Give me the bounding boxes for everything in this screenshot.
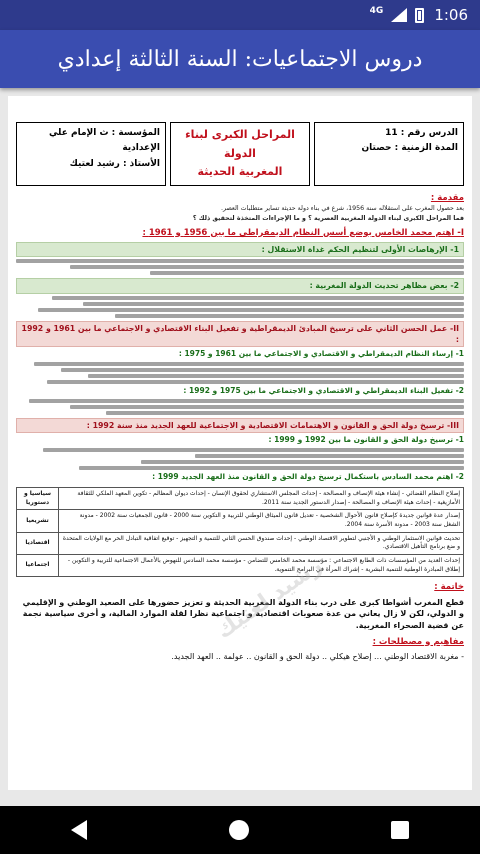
text-line xyxy=(34,362,464,366)
teacher-name: الأستاذ : رشيد لعتيك xyxy=(69,158,160,169)
text-line xyxy=(29,399,464,403)
text-line xyxy=(70,265,464,269)
section-2-heading: II- عمل الحسن الثاني على ترسيخ المبادئ الديمقراطية و تفعيل البناء الاقتصادي و الاجتماعي ما بين 1961 و 1992 : xyxy=(16,321,464,348)
section-1-1-heading: 1- الإرهاصات الأولى لتنظيم الحكم غداة الاستقلال : xyxy=(16,242,464,257)
signal-icon xyxy=(391,8,407,22)
intro-heading: مقدمة : xyxy=(430,193,464,204)
conclusion-heading: خاتمة : xyxy=(434,582,464,593)
table-cell-label: اقتصاديا xyxy=(17,532,59,554)
terms-heading: مفاهيم و مصطلحات : xyxy=(372,636,464,647)
terms-text: - مغربة الاقتصاد الوطني ... إصلاح هيكلي .. دولة الحق و القانون .. عولمة .. العهد الجديد. xyxy=(171,651,464,661)
lesson-title-line2: المغربية الحديثة xyxy=(197,165,283,179)
text-line xyxy=(79,466,464,470)
table-cell-text: تحديث قوانين الاستثمار الوطني و الأجنبي لتطوير الاقتصاد الوطني - إحداث صندوق الحسن الثاني للتنمية و التجهيز - توقيع اتفاقية التبادل الحر مع الولايات المتحدة و ضع برنامج التأهيل الاقتصادي. xyxy=(59,532,464,554)
network-type: 4G xyxy=(369,6,384,16)
table-cell-label: سياسيا و دستوريا xyxy=(17,487,59,509)
table-row xyxy=(17,510,464,532)
reforms-table xyxy=(16,487,464,578)
lesson-title-box xyxy=(170,122,310,186)
section-2-2-heading: 2- تفعيل البناء الديمقراطي و الاقتصادي و الاجتماعي ما بين 1975 و 1992 : xyxy=(183,386,464,395)
table-row xyxy=(17,555,464,577)
table-cell-text: إصلاح النظام القضائي - إنشاء هيئة الإنصاف و المصالحة - إحداث المجلس الاستشاري لحقوق الإنسان - إحداث ديوان المظالم - تكوين المعهد الملكي للثقافة الأمازيغية - إحداث هيئة الإنصاف و المصالحة - إصدار الدستور الجديد سنة 2011. xyxy=(59,487,464,509)
recent-apps-icon[interactable] xyxy=(391,821,409,839)
watermark: رشيد لعتيك xyxy=(211,553,327,644)
table-row xyxy=(17,487,464,509)
text-line xyxy=(43,448,464,452)
section-3-2-heading: 2- اهتم محمد السادس باستكمال ترسيخ دولة الحق و القانون منذ العهد الجديد 1999 : xyxy=(152,472,464,482)
school-info xyxy=(16,122,166,186)
status-icons xyxy=(370,8,425,23)
back-icon[interactable] xyxy=(71,820,87,840)
conclusion-text: قطع المغرب أشواطا كبرى على درب بناء الدولة المغربية الحديثة و تعزيز حضورها على الصعيد الوطني و الإقليمي و الدولي، لكن لا زال يعاني من عدة صعوبات اقتصادية و اجتماعية نظرا لقلة الموارد المالية، و أخرى سياسية نجمة عن قضية الصحراء المغربية. xyxy=(22,597,464,630)
table-cell-text: إحداث العديد من المؤسسات ذات الطابع الاجتماعي : مؤسسة محمد الخامس للتضامن - مؤسسة محمد السادس للنهوض بالأعمال الاجتماعية للتربية و التكوين - إطلاق المبادرة الوطنية للتنمية البشرية - إشراك المرأة في البرامج التنموية. xyxy=(59,555,464,577)
table-cell-label: تشريعيا xyxy=(17,510,59,532)
system-nav-bar xyxy=(0,806,480,854)
lesson-document[interactable] xyxy=(8,96,472,790)
app-title: دروس الاجتماعيات: السنة الثالثة إعدادي xyxy=(57,46,423,72)
lesson-header xyxy=(16,122,464,186)
lesson-body xyxy=(16,192,464,662)
text-line xyxy=(70,405,464,409)
battery-icon xyxy=(415,8,424,23)
table-row xyxy=(17,532,464,554)
section-3-heading: III- ترسيخ دولة الحق و القانون و الاهتمامات الاقتصادية و الاجتماعية للعهد الجديد منذ سنة 1992 : xyxy=(16,418,464,433)
intro-text-2: فما المراحل الكبرى لبناء الدولة المغربية العصرية ؟ و ما الإجراءات المتخذة لتحقيق ذلك ؟ xyxy=(192,214,464,222)
text-line xyxy=(16,259,464,263)
table-cell-label: اجتماعيا xyxy=(17,555,59,577)
section-1-heading: I- اهتم محمد الخامس بوضع أسس النظام الديمقراطي ما بين 1956 و 1961 : xyxy=(142,227,464,238)
lesson-info xyxy=(314,122,464,186)
table-cell-text: إصدار عدة قوانين جديدة كإصلاح قانون الأحوال الشخصية - تعديل قانون الميثاق الوطني للتربية و التكوين سنة 2000 - قانون الجمعيات سنة 2002 - مدونة الشغل سنة 2003 - مدونة الأسرة سنة 2004. xyxy=(59,510,464,532)
school-name: المؤسسة : ث الإمام علي الإعدادية xyxy=(48,128,160,154)
lesson-number: الدرس رقم : 11 xyxy=(385,128,458,138)
text-line xyxy=(150,271,464,275)
text-line xyxy=(61,368,464,372)
section-1-2-heading: 2- بعض مظاهر تحديث الدولة المغربية : xyxy=(16,278,464,293)
lesson-title-line1: المراحل الكبرى لبناء الدولة xyxy=(185,128,295,160)
text-line xyxy=(47,380,464,384)
section-2-1-heading: 1- إرساء النظام الديمقراطي و الاقتصادي و الاجتماعي ما بين 1961 و 1975 : xyxy=(178,349,464,359)
lesson-duration: المدة الزمنية : حصتان xyxy=(361,143,458,154)
text-line xyxy=(88,374,464,378)
text-line xyxy=(141,460,464,464)
text-line xyxy=(115,314,464,318)
text-line xyxy=(52,296,464,300)
intro-text-1: بعد حصول المغرب على استقلاله سنة 1956، شرع في بناء دولة حديثة تساير متطلبات العصر. xyxy=(220,205,464,213)
text-line xyxy=(83,302,464,306)
section-3-1-heading: 1- ترسيخ دولة الحق و القانون ما بين 1992 و 1999 : xyxy=(268,435,464,445)
app-bar xyxy=(0,30,480,88)
text-line xyxy=(38,308,464,312)
status-bar xyxy=(0,0,480,30)
text-line xyxy=(106,411,464,415)
text-line xyxy=(195,454,464,458)
home-icon[interactable] xyxy=(229,820,249,840)
clock: 1:06 xyxy=(434,6,468,24)
